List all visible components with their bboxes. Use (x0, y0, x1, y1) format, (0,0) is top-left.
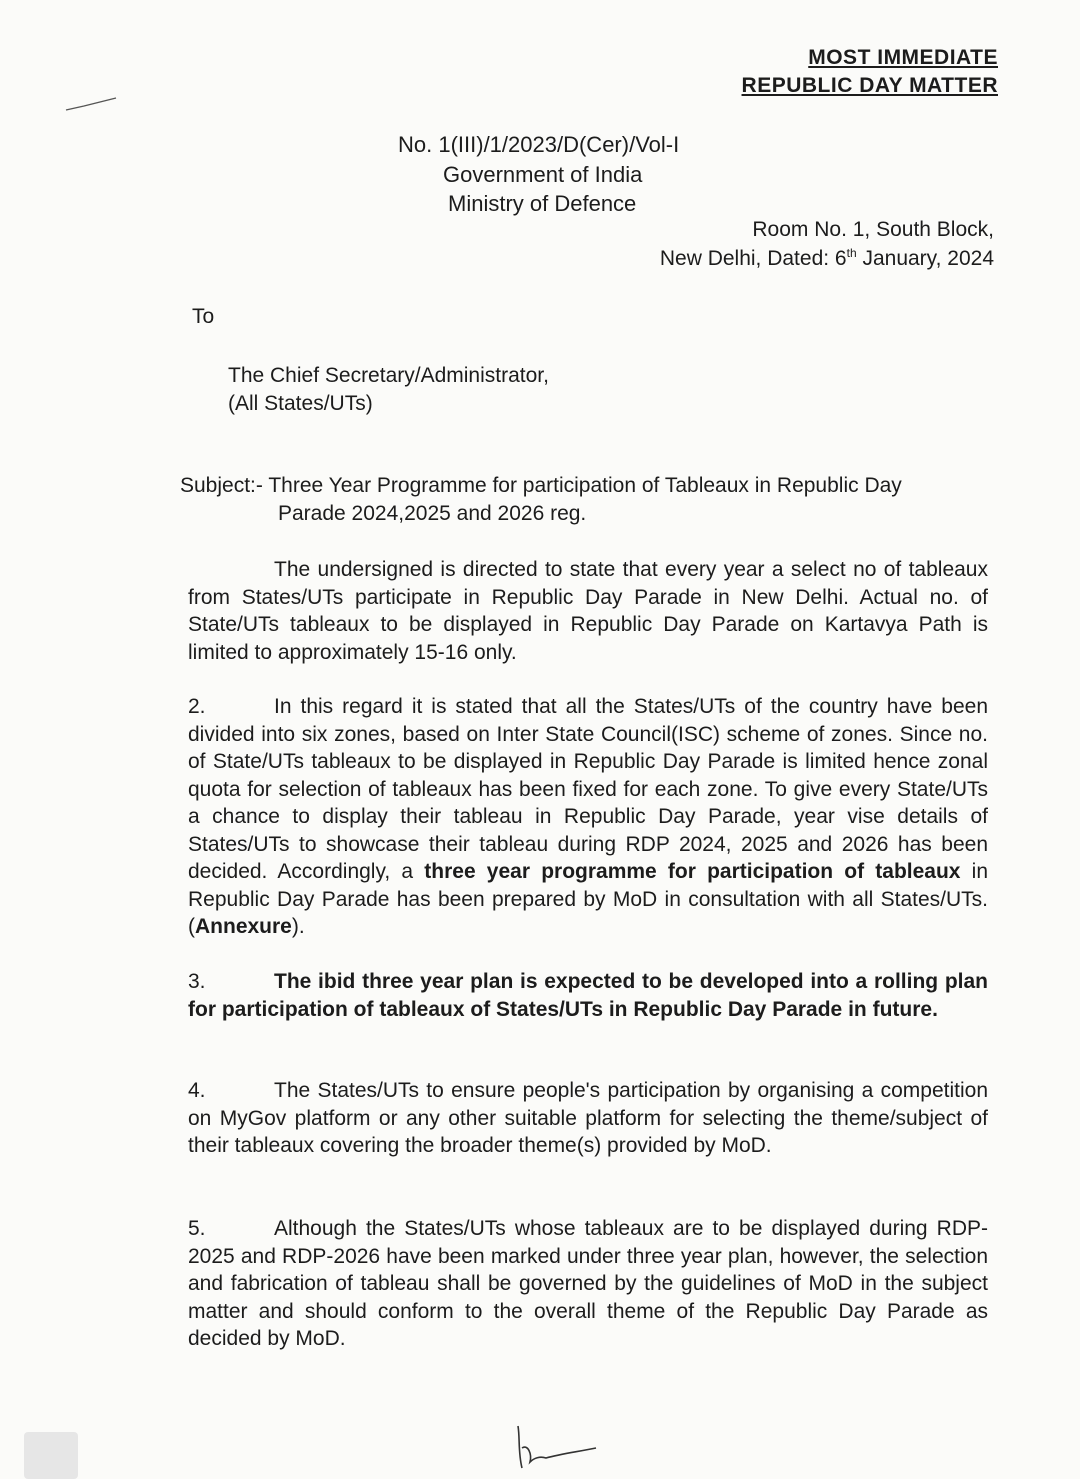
paragraph-4-number: 4. (188, 1079, 206, 1102)
dated-line (660, 246, 994, 271)
paragraph-2-bold: three year programme for participation of tableaux (424, 860, 961, 883)
paragraph-5-text: Although the States/UTs whose tableaux are to be displayed during RDP- 2025 and RDP-2026 have been marked under three year plan, however, the selection and fabrication of tableau shall be governed by the guidelines of MoD in the subject matter and should conform to the overall theme of the Republic Day Parade as decided by MoD. (188, 1217, 988, 1350)
signature-icon (500, 1418, 600, 1478)
priority-label: MOST IMMEDIATE (808, 46, 998, 69)
paragraph-3-text: The ibid three year plan is expected to be developed into a rolling plan for participation of tableaux of States/UTs in Republic Day Parade in future. (188, 970, 988, 1021)
date-prefix: New Delhi, Dated: 6 (659, 247, 847, 270)
paragraph-1-text: The undersigned is directed to state that every year a select no of tableaux from States/UTs participate in Republic Day Parade in New Delhi. Actual no. of State/UTs tableaux to be displayed in Republic Day Parade on Kartavya Path is limited to approximately 15-16 only. (188, 558, 988, 664)
pen-mark-icon (64, 96, 118, 114)
matter-label: REPUBLIC DAY MATTER (741, 74, 998, 97)
paragraph-1 (188, 556, 988, 666)
subject-text-1: Three Year Programme for participation of Tableaux in Republic Day (268, 474, 902, 497)
paragraph-2-number: 2. (188, 695, 206, 718)
recipient-line-1: The Chief Secretary/Administrator, (228, 364, 549, 387)
subject-line-1 (180, 472, 902, 500)
paragraph-5 (188, 1215, 988, 1353)
paragraph-5-number: 5. (188, 1217, 206, 1240)
subject-label: Subject:- (180, 474, 263, 497)
corner-stamp (24, 1432, 78, 1479)
ministry-name: Ministry of Defence (448, 191, 637, 216)
date-suffix: January, 2024 (856, 247, 994, 270)
subject-line-2: Parade 2024,2025 and 2026 reg. (278, 502, 587, 525)
paragraph-2-text-b: in Republic Day Parade has been prepared by MoD in consultation with all States/UTs.( (188, 860, 988, 938)
paragraph-4 (188, 1077, 988, 1160)
paragraph-3-number: 3. (188, 970, 206, 993)
government-name: Government of India (443, 162, 643, 187)
paragraph-2-annexure: Annexure (195, 915, 292, 938)
to-label: To (192, 305, 215, 328)
paragraph-2-text-c: ). (291, 915, 305, 938)
recipient-line-2: (All States/UTs) (228, 392, 373, 415)
paragraph-2-text-a: In this regard it is stated that all the States/UTs of the country have been divided into six zones, based on Inter State Council(ISC) scheme of zones. Since no. of State/UTs tableaux to be displayed in Republic Day Parade is limited hence zonal quota for selection of tableaux has been fixed for each zone. To give every State/UTs a chance to display their tableau in Republic Day Parade, year vise details of States/UTs to showcase their tableau during RDP 2024, 2025 and 2026 has been decided. Accordingly, a (188, 695, 988, 883)
office-address: Room No. 1, South Block, (752, 218, 994, 241)
reference-number: No. 1(III)/1/2023/D(Cer)/Vol-I (398, 132, 680, 157)
paragraph-3 (188, 968, 988, 1023)
paragraph-4-text: The States/UTs to ensure people's participation by organising a competition on MyGov platform or any other suitable platform for selecting the theme/subject of their tableaux covering the broader theme(s) provided by MoD. (188, 1079, 988, 1157)
paragraph-2 (188, 693, 988, 941)
date-superscript: th (846, 246, 857, 260)
